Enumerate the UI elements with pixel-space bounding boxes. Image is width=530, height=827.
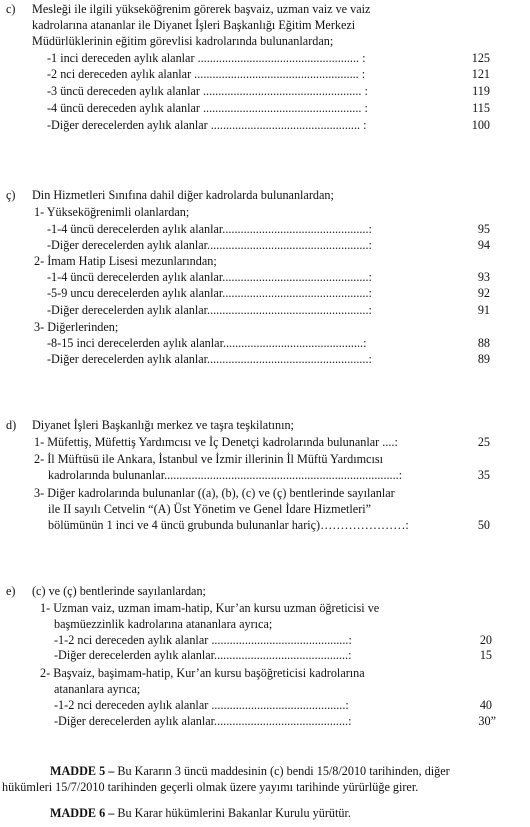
section-e-row-label: -1-2 nci dereceden aylık alanlar ............................................: — [54, 698, 349, 712]
section-e-item1-line2: başmüezzinlik kadrolarına atananlara ayrıca; — [54, 617, 273, 631]
section-cc-row-value: 95 — [477, 222, 490, 236]
section-cc-row-label: -8-15 inci derecelerden aylık alanlar..............................................: — [47, 336, 367, 350]
section-e-row-value: 15 — [479, 648, 492, 662]
article-5-text-line2: hükümleri 15/7/2010 tarihinden geçerli olmak üzere yayımı tarihinde yürürlüğe girer. — [2, 780, 419, 794]
section-e-row-label: -Diğer derecelerden aylık alanlar............................................: — [54, 648, 352, 662]
section-cc-group-title: 1- Yükseköğrenimli olanlardan; — [34, 205, 190, 219]
section-cc-row-value: 92 — [477, 286, 490, 300]
section-e-row-label: -1-2 nci dereceden aylık alanlar .............................................: — [54, 633, 352, 647]
section-cc-row-value: 94 — [477, 238, 490, 252]
section-cc-row-label: -Diğer derecelerden aylık alanlar.....................................................: — [47, 352, 372, 366]
article-6-text: Bu Karar hükümlerini Bakanlar Kurulu yürütür. — [117, 806, 351, 820]
section-d-item1-value: 25 — [477, 435, 490, 449]
section-d-marker: d) — [6, 418, 17, 432]
section-c-row-value: 119 — [472, 84, 490, 98]
section-cc-row-value: 93 — [477, 270, 490, 284]
section-c-marker: c) — [6, 2, 16, 16]
section-c-row-label: -4 üncü dereceden aylık alanlar .................................................... : — [47, 101, 368, 115]
section-d-item2-line2: kadrolarında bulunanlar.............................................................................: — [48, 468, 403, 482]
section-d-item2-value: 35 — [477, 468, 490, 482]
section-e-row-value: 30” — [478, 714, 496, 728]
section-d-item3-line1: 3- Diğer kadrolarında bulunanlar ((a), (b), (c) ve (ç) bentlerinde sayılanlar — [34, 486, 395, 500]
section-e-intro: (c) ve (ç) bentlerinde sayılanlardan; — [32, 584, 206, 598]
section-d-item1: 1- Müfettiş, Müfettiş Yardımcısı ve İç Denetçi kadrolarında bulunanlar ....: — [34, 435, 398, 449]
section-c-row-label: -Diğer derecelerden aylık alanlar ................................................. : — [47, 118, 367, 132]
section-d-intro: Diyanet İşleri Başkanlığı merkez ve taşra teşkilatının; — [32, 418, 294, 432]
section-e-row-value: 40 — [479, 698, 492, 712]
section-e-row-value: 20 — [479, 633, 492, 647]
article-6-heading: MADDE 6 – — [50, 806, 115, 820]
article-6-line — [50, 806, 351, 821]
section-c-row-value: 121 — [471, 67, 490, 81]
section-d-item3-line2: ile II sayılı Cetvelin “(A) Üst Yönetim ve Genel İdare Hizmetleri” — [48, 502, 372, 516]
section-c-row-label: -2 nci dereceden aylık alanlar ...................................................... : — [47, 67, 366, 81]
article-5-heading: MADDE 5 – — [50, 764, 115, 778]
section-c-intro-line2: kadrolarına atananlar ile Diyanet İşleri Başkanlığı Eğitim Merkezi — [32, 18, 356, 32]
section-d-item3-value: 50 — [477, 518, 490, 532]
article-5-line1 — [50, 764, 450, 779]
section-cc-row-label: -5-9 uncu derecelerden aylık alanlar................................................: — [47, 286, 372, 300]
section-c-row-value: 115 — [472, 101, 490, 115]
section-e-item2-line2: atananlara ayrıca; — [54, 682, 141, 696]
section-e-item1-line1: 1- Uzman vaiz, uzman imam-hatip, Kur’an kursu uzman öğreticisi ve — [40, 601, 380, 615]
section-cc-group-title: 2- İmam Hatip Lisesi mezunlarından; — [34, 254, 217, 268]
section-c-intro-line3: Müdürlüklerinin eğitim görevlisi kadrolarında bulunanlardan; — [32, 34, 334, 48]
section-e-row-label: -Diğer derecelerden aylık alanlar............................................: — [54, 714, 352, 728]
section-cc-row-value: 88 — [477, 336, 490, 350]
section-cc-group-title: 3- Diğerlerinden; — [34, 320, 119, 334]
section-cc-row-value: 89 — [477, 352, 490, 366]
section-cc-row-label: -Diğer derecelerden aylık alanlar.....................................................: — [47, 303, 372, 317]
article-5-text-line1: Bu Kararın 3 üncü maddesinin (c) bendi 15/8/2010 tarihinden, diğer — [117, 764, 450, 778]
section-cc-row-value: 91 — [477, 303, 490, 317]
section-c-row-label: -3 üncü dereceden aylık alanlar .................................................... : — [47, 84, 368, 98]
section-e-marker: e) — [6, 584, 16, 598]
section-c-row-value: 100 — [471, 118, 490, 132]
section-c-row-label: -1 inci dereceden aylık alanlar ..................................................... : — [47, 51, 366, 65]
section-c-intro-line1: Mesleği ile ilgili yükseköğrenim görerek başvaiz, uzman vaiz ve vaiz — [32, 2, 371, 16]
section-e-item2-line1: 2- Başvaiz, başimam-hatip, Kur’an kursu başöğreticisi kadrolarına — [40, 666, 365, 680]
section-d-item3-line3: bölümünün 1 inci ve 4 üncü grubunda bulunanlar hariç)…………………: — [48, 518, 409, 532]
section-cc-row-label: -1-4 üncü derecelerden aylık alanlar................................................: — [47, 222, 372, 236]
section-cc-marker: ç) — [6, 188, 16, 202]
section-cc-row-label: -Diğer derecelerden aylık alanlar.....................................................: — [47, 238, 372, 252]
section-d-item2-line1: 2- İl Müftüsü ile Ankara, İstanbul ve İzmir illerinin İl Müftü Yardımcısı — [34, 452, 383, 466]
section-cc-row-label: -1-4 üncü derecelerden aylık alanlar................................................: — [47, 270, 372, 284]
section-cc-intro: Din Hizmetleri Sınıfına dahil diğer kadrolarda bulunanlardan; — [32, 188, 334, 202]
section-c-row-value: 125 — [471, 51, 490, 65]
